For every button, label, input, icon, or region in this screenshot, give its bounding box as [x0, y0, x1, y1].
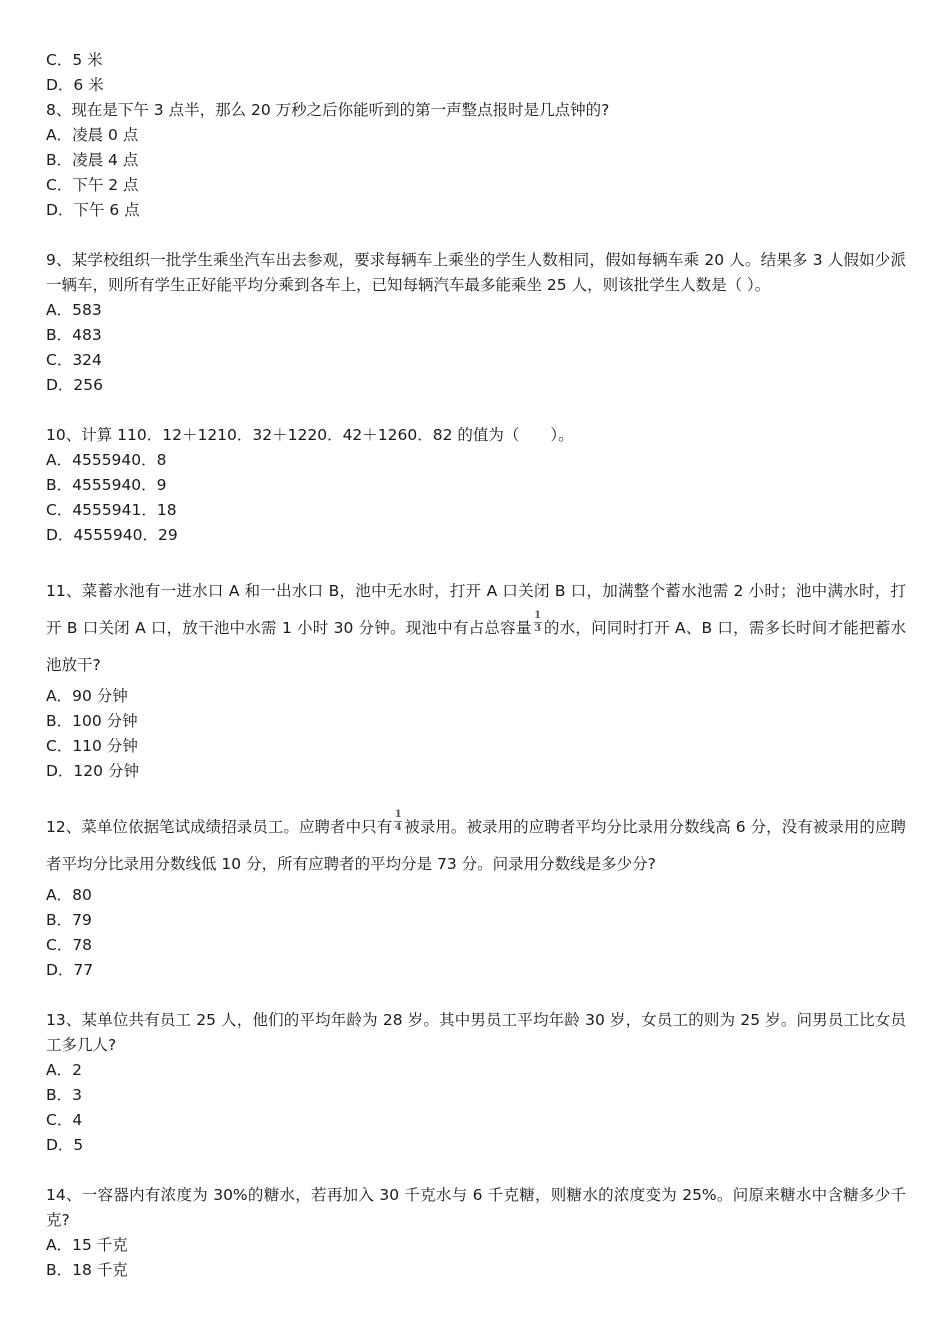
q8-option-b: B．凌晨 4 点 — [46, 151, 139, 169]
q10-option-a: A．4555940．8 — [46, 451, 167, 469]
q12-option-a: A．80 — [46, 886, 92, 904]
q11-option-b: B．100 分钟 — [46, 712, 138, 730]
q13-option-c: C．4 — [46, 1111, 83, 1129]
fraction-numerator: 1 — [394, 809, 402, 820]
spacer — [46, 983, 906, 1008]
q11-option-d: D．120 分钟 — [46, 762, 139, 780]
spacer — [46, 398, 906, 423]
q11-stem-text-1: 11、菜蓄水池有一进水口 A 和一出水口 B，池中无水时，打开 A 口关闭 B 口，加满整个蓄水池需 2 小时；池中满水时，打开 B 口关闭 A 口，放干池中水需 1 小时 30 分钟。现池中有占总容量 — [46, 582, 906, 637]
q14-option-b: B．18 千克 — [46, 1261, 128, 1279]
q11-option-c: C．110 分钟 — [46, 737, 138, 755]
fraction-one-third — [534, 611, 542, 634]
q9-option-b: B．483 — [46, 326, 102, 344]
spacer — [46, 784, 906, 809]
q12-stem-text-1: 12、菜单位依据笔试成绩招录员工。应聘者中只有 — [46, 818, 393, 836]
q9-option-a: A．583 — [46, 301, 102, 319]
q7-option-d: D．6 米 — [46, 76, 104, 94]
q12-stem-text-2: 被录用。被录用的应聘者平均分比录用分数线高 6 分，没有被录用的应聘者平均分比录用分数线低 10 分，所有应聘者的平均分是 73 分。问录用分数线是多少分? — [46, 818, 906, 873]
q10-option-d: D．4555940．29 — [46, 526, 178, 544]
q11-stem-text-2: 的水，问同时打开 A、B 口，需多长时间才能把蓄水池放干? — [46, 619, 906, 674]
q11-stem — [46, 573, 906, 684]
q8-option-d: D．下午 6 点 — [46, 201, 140, 219]
q12-stem — [46, 809, 906, 883]
q9-option-d: D．256 — [46, 376, 104, 394]
q13-stem: 13、某单位共有员工 25 人，他们的平均年龄为 28 岁。其中男员工平均年龄 30 岁，女员工的则为 25 岁。问男员工比女员工多几人? — [46, 1011, 906, 1054]
q10-stem: 10、计算 110．12＋1210．32＋1220．42＋1260．82 的值为（ ）。 — [46, 426, 574, 444]
q12-option-d: D．77 — [46, 961, 94, 979]
q13-option-d: D．5 — [46, 1136, 84, 1154]
q12-option-b: B．79 — [46, 911, 92, 929]
q14-stem: 14、一容器内有浓度为 30%的糖水，若再加入 30 千克水与 6 千克糖，则糖水的浓度变为 25%。问原来糖水中含糖多少千克? — [46, 1186, 906, 1229]
q9-stem: 9、某学校组织一批学生乘坐汽车出去参观，要求每辆车上乘坐的学生人数相同，假如每辆车乘 20 人。结果多 3 人假如少派一辆车，则所有学生正好能平均分乘到各车上，已知每辆汽车最多能乘坐 25 人，则该批学生人数是（ ）。 — [46, 251, 906, 294]
q13-option-b: B．3 — [46, 1086, 82, 1104]
q14-option-a: A．15 千克 — [46, 1236, 128, 1254]
q7-option-c: C．5 米 — [46, 51, 103, 69]
q13-option-a: A．2 — [46, 1061, 82, 1079]
q9-option-c: C．324 — [46, 351, 102, 369]
fraction-numerator: 1 — [534, 610, 542, 621]
q8-option-a: A．凌晨 0 点 — [46, 126, 139, 144]
spacer — [46, 223, 906, 248]
q8-option-c: C．下午 2 点 — [46, 176, 139, 194]
spacer — [46, 1158, 906, 1183]
fraction-one-quarter — [394, 810, 402, 833]
fraction-denominator: 3 — [534, 623, 542, 634]
q12-option-c: C．78 — [46, 936, 93, 954]
spacer — [46, 548, 906, 573]
q11-option-a: A．90 分钟 — [46, 687, 128, 705]
q10-option-c: C．4555941．18 — [46, 501, 177, 519]
q10-option-b: B．4555940．9 — [46, 476, 167, 494]
q8-stem: 8、现在是下午 3 点半，那么 20 万秒之后你能听到的第一声整点报时是几点钟的? — [46, 101, 610, 119]
exam-page — [46, 48, 906, 1283]
fraction-denominator: 4 — [394, 822, 402, 833]
